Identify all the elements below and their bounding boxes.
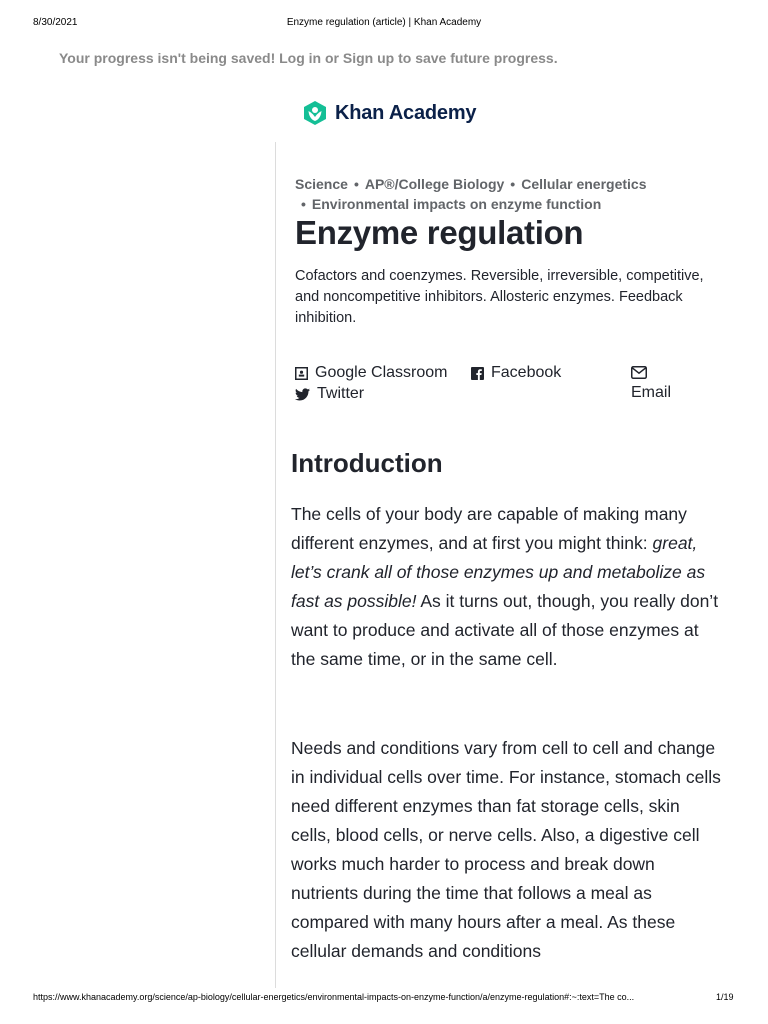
intro-paragraph-1-text-end: As it turns out, though, you really don’t want to produce and activate all of those enzymes at the same time, or in the same cell. — [291, 591, 719, 669]
email-icon — [631, 366, 647, 379]
share-google-classroom-label: Google Classroom — [315, 364, 448, 381]
share-twitter-button[interactable] — [295, 383, 364, 405]
intro-paragraph-1 — [291, 500, 721, 674]
breadcrumb-separator: • — [353, 176, 359, 192]
share-email-button[interactable] — [631, 362, 671, 402]
share-email-label: Email — [631, 384, 672, 401]
page-title: Enzyme regulation — [295, 214, 584, 251]
print-footer-url: https://www.khanacademy.org/science/ap-biology/cellular-energetics/environmental-impacts-on-enzyme-function/a/enzyme-regulation#:~:text=The co... — [33, 992, 635, 1002]
progress-banner: Your progress isn't being saved! Log in or Sign up to save future progress. — [59, 50, 558, 66]
article-subtitle: Cofactors and coenzymes. Reversible, irreversible, competitive, and noncompetitive inhibitors. Allosteric enzymes. Feedback inhibition. — [295, 268, 704, 326]
intro-paragraph-1-text-start: The cells of your body are capable of making many different enzymes, and at first you might think: — [291, 504, 687, 553]
intro-paragraph-2: Needs and conditions vary from cell to cell and change in individual cells over time. For instance, stomach cells need different enzymes than fat storage cells, skin cells, blood cells, or nerve cells. Also, a digestive cell works much harder to process and break down nutrients during the time that follows a meal as compared with many hours after a meal. As these cellular demands and conditions — [291, 738, 721, 961]
breadcrumb-separator: • — [301, 196, 306, 212]
sidebar-divider — [275, 142, 276, 988]
breadcrumb-separator: • — [510, 176, 516, 192]
breadcrumb-science[interactable]: Science — [295, 176, 348, 192]
print-footer — [0, 992, 768, 1006]
share-facebook-button[interactable] — [471, 362, 561, 384]
logo-text: Khan Academy — [335, 101, 477, 124]
print-page-number: 1/19 — [716, 992, 734, 1002]
share-facebook-label: Facebook — [491, 364, 562, 381]
facebook-icon — [471, 367, 484, 380]
khan-academy-logo-icon — [302, 100, 328, 126]
breadcrumb — [295, 174, 735, 214]
google-classroom-icon — [295, 367, 308, 380]
print-date: 8/30/2021 — [33, 17, 78, 28]
print-page-title: Enzyme regulation (article) | Khan Academy — [286, 17, 482, 28]
breadcrumb-ap-biology[interactable]: AP®/College Biology — [364, 176, 505, 192]
share-twitter-label: Twitter — [317, 385, 365, 402]
share-google-classroom-button[interactable] — [295, 362, 448, 384]
breadcrumb-cellular-energetics[interactable]: Cellular energetics — [521, 176, 647, 192]
khan-academy-logo[interactable] — [302, 99, 476, 127]
introduction-heading: Introduction — [291, 448, 443, 478]
print-header — [0, 17, 768, 31]
intro-paragraph-1-emphasis: great, let’s crank all of those enzymes up and metabolize as fast as possible! — [291, 533, 706, 611]
share-bar — [295, 362, 735, 406]
twitter-icon — [295, 388, 310, 401]
breadcrumb-environmental-impacts[interactable]: Environmental impacts on enzyme function — [311, 196, 602, 212]
